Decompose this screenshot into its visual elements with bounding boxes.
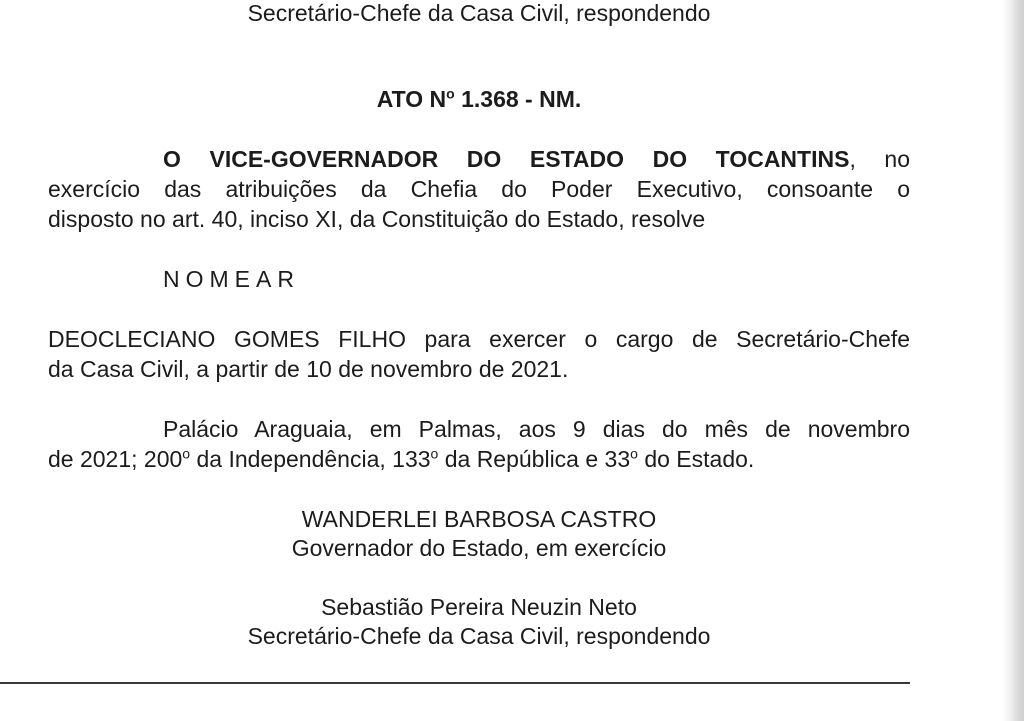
vice-governor-heading: O VICE-GOVERNADOR DO ESTADO DO TOCANTINS	[163, 146, 850, 172]
governor-name: WANDERLEI BARBOSA CASTRO	[301, 506, 657, 532]
closing-line-1: Palácio Araguaia, em Palmas, aos 9 dias do mês de novembro	[163, 416, 910, 442]
preamble-line-2: exercício das atribuições da Chefia do Poder Executivo, consoante o	[48, 176, 910, 202]
governor-role: Governador do Estado, em exercício	[291, 535, 667, 561]
secretary-role: Secretário-Chefe da Casa Civil, respondendo	[247, 623, 711, 649]
secretary-name: Sebastião Pereira Neuzin Neto	[321, 594, 637, 620]
preamble-line-3: disposto no art. 40, inciso XI, da Constituição do Estado, resolve	[48, 206, 706, 232]
appointment-line-1: DEOCLECIANO GOMES FILHO para exercer o cargo de Secretário-Chefe	[48, 326, 910, 352]
act-title: ATO $N^o$ 1.368 - NM.	[376, 85, 582, 112]
previous-signature-role: Secretário-Chefe da Casa Civil, respondendo	[247, 0, 711, 26]
action-verb: NOMEAR	[163, 266, 300, 292]
section-divider	[0, 682, 910, 684]
closing-line-2: de 2021; 200$^o$ da Independência, 133$^o$ da República e 33$^o$ do Estado.	[48, 445, 755, 472]
preamble-line-1: O VICE-GOVERNADOR DO ESTADO DO TOCANTINS, no	[163, 146, 910, 172]
appointment-line-2: da Casa Civil, a partir de 10 de novembro de 2021.	[48, 356, 569, 382]
page-edge-shadow	[1002, 0, 1024, 721]
